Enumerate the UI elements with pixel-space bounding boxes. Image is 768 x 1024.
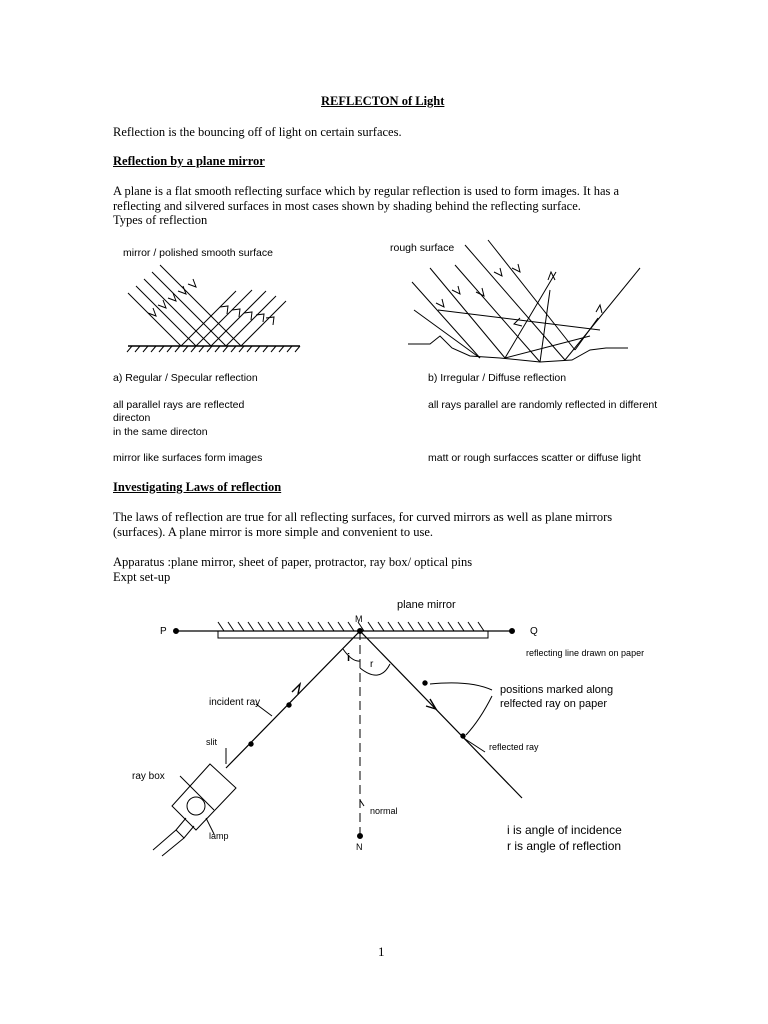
reflected-ray-line [360, 631, 522, 798]
plane-mirror [218, 631, 488, 638]
plane-mirror-label: plane mirror [397, 599, 456, 611]
section1-para-line2: reflecting and silvered surfaces in most cases shown by shading behind the reflecting surface. [113, 199, 581, 213]
ray-box [153, 764, 236, 856]
angle-i-arc [343, 649, 360, 661]
angle-i-label: i [347, 652, 351, 664]
section1-para-line1: A plane is a flat smooth reflecting surface which by regular reflection is used to form images. It has a [113, 184, 620, 198]
diffuse-reflection-diagram [408, 240, 640, 362]
types-of-reflection-label: Types of reflection [113, 213, 208, 227]
legend-angle-incidence: i is angle of incidence [507, 823, 622, 837]
regular-desc-line1: all parallel rays are reflected [113, 399, 245, 411]
positions-label-line2: relfected ray on paper [500, 698, 608, 710]
point-P [174, 629, 179, 634]
incident-ray-arrow [292, 684, 300, 694]
point-N [358, 834, 363, 839]
apparatus-text: Apparatus :plane mirror, sheet of paper, protractor, ray box/ optical pins [113, 555, 473, 569]
positions-pointer-1 [430, 683, 492, 690]
section2-para-line2: (surfaces). A plane mirror is more simple and convenient to use. [113, 525, 434, 539]
regular-desc-line3: in the same directon [113, 426, 208, 438]
normal-label: normal [370, 806, 398, 816]
section2-heading: Investigating Laws of reflection [113, 480, 282, 494]
reflected-pin-1 [423, 681, 427, 685]
section2-para-line1: The laws of reflection are true for all reflecting surfaces, for curved mirrors as well as plane mirrors [113, 510, 613, 524]
positions-label-line1: positions marked along [500, 684, 614, 696]
rough-surface-line [408, 336, 628, 362]
regular-note: mirror like surfaces form images [113, 452, 263, 464]
ray-box-label: ray box [132, 771, 165, 782]
diffuse-caption: b) Irregular / Diffuse reflection [428, 372, 567, 384]
page-number: 1 [378, 944, 385, 959]
normal-pointer [360, 800, 364, 806]
incident-pin-1 [287, 703, 291, 707]
label-M: M [355, 614, 363, 624]
regular-desc-line2: directon [113, 412, 151, 424]
legend-angle-reflection: r is angle of reflection [507, 839, 622, 853]
incident-ray-label: incident ray [209, 697, 261, 708]
reflected-arrowhead [220, 306, 228, 314]
rough-surface-label: rough surface [390, 242, 455, 254]
incident-pin-2 [249, 742, 253, 746]
smooth-mirror-hatching [127, 346, 300, 352]
reflecting-line-label: reflecting line drawn on paper [526, 648, 645, 658]
regular-caption: a) Regular / Specular reflection [113, 372, 258, 384]
regular-reflection-diagram [127, 265, 300, 352]
lamp-label: lamp [209, 831, 229, 841]
diffuse-desc: all rays parallel are randomly reflected in different [428, 399, 658, 411]
setup-label: Expt set-up [113, 570, 171, 584]
label-P: P [160, 626, 167, 637]
diffuse-note: matt or rough surfacces scatter or diffuse light [428, 452, 641, 464]
reflected-rays-parallel [181, 290, 286, 346]
plane-mirror-hatching [218, 622, 484, 631]
point-Q [510, 629, 515, 634]
smooth-surface-label: mirror / polished smooth surface [123, 247, 273, 259]
section1-heading: Reflection by a plane mirror [113, 154, 265, 168]
label-Q: Q [530, 626, 538, 637]
reflected-ray-label: reflected ray [489, 742, 539, 752]
reflected-ray-pointer [462, 737, 485, 752]
positions-pointer-2 [466, 696, 492, 735]
page-title: REFLECTON of Light [321, 94, 445, 108]
diffuse-incident-rays [412, 240, 575, 362]
incident-rays-parallel [128, 265, 241, 346]
label-N: N [356, 842, 363, 852]
ray-box-pointer [180, 776, 214, 810]
angle-r-arc [360, 664, 390, 675]
intro-text: Reflection is the bouncing off of light on certain surfaces. [113, 125, 402, 139]
angle-r-label: r [370, 659, 374, 670]
slit-label: slit [206, 737, 217, 747]
